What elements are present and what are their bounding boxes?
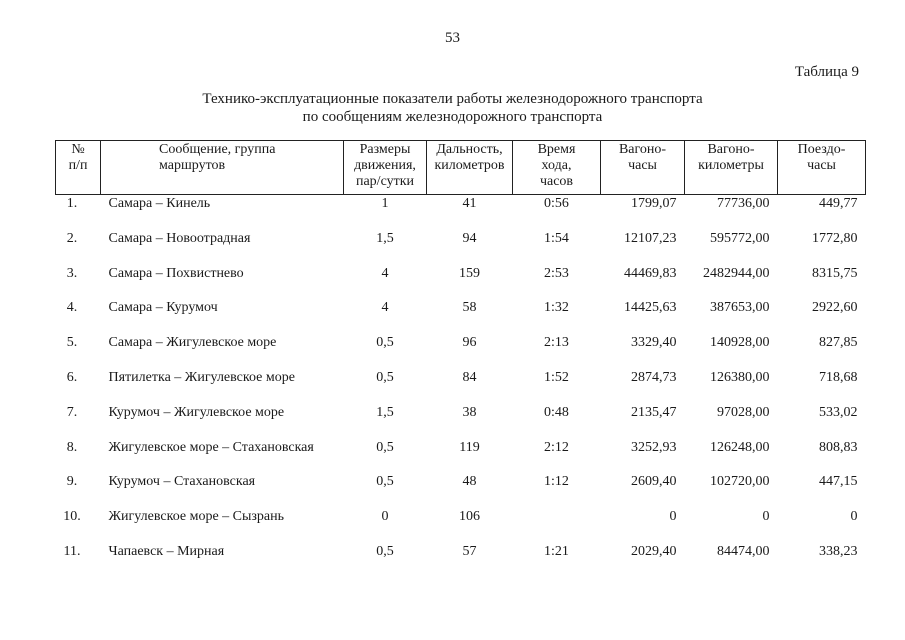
row-number: 9. <box>66 474 78 490</box>
row-number: 10. <box>63 509 81 525</box>
row-number: 5. <box>66 335 78 351</box>
frequency-value: 4 <box>381 265 389 281</box>
table-row <box>56 405 866 440</box>
header-train-hours <box>778 141 866 195</box>
car-km-value: 595772,00 <box>710 230 770 246</box>
table-row <box>56 509 866 544</box>
car-km-value: 0 <box>762 509 770 525</box>
table-label: Таблица 9 <box>794 64 859 80</box>
route-name: Жигулевское море – Стахановская <box>108 439 314 455</box>
travel-time-value: 2:13 <box>544 335 569 351</box>
car-km-value: 140928,00 <box>710 335 770 351</box>
row-number: 3. <box>66 265 78 281</box>
header-row <box>56 141 866 195</box>
row-number: 6. <box>66 369 78 385</box>
travel-time-value: 1:21 <box>544 543 569 559</box>
travel-time-value: 1:12 <box>544 474 569 490</box>
header-line: Время <box>537 142 576 157</box>
route-name: Курумоч – Жигулевское море <box>108 404 285 420</box>
car-hours-value: 1799,07 <box>631 196 677 211</box>
car-hours-value: 3252,93 <box>631 439 677 455</box>
travel-time-value: 1:52 <box>544 369 569 385</box>
frequency-value: 1,5 <box>376 230 394 246</box>
route-name: Жигулевское море – Сызрань <box>108 509 285 525</box>
travel-time-value: 1:32 <box>544 300 569 316</box>
header-line: Поездо- <box>797 142 846 157</box>
header-line: часы <box>628 158 657 173</box>
distance-value: 94 <box>462 230 477 246</box>
travel-time-value: 0:56 <box>544 196 569 211</box>
header-line: километров <box>434 158 505 173</box>
route-name: Самара – Жигулевское море <box>108 335 277 351</box>
header-frequency <box>344 141 427 195</box>
header-car-hours <box>601 141 685 195</box>
train-hours-value: 447,15 <box>819 474 858 490</box>
travel-time-value: 0:48 <box>544 404 569 420</box>
travel-time-value <box>513 509 601 544</box>
transport-indicators-table <box>55 140 866 579</box>
table-row <box>56 370 866 405</box>
table-row <box>56 544 866 579</box>
train-hours-value: 338,23 <box>819 543 858 559</box>
train-hours-value: 808,83 <box>819 439 858 455</box>
frequency-value: 0,5 <box>376 543 394 559</box>
table-row <box>56 474 866 509</box>
car-hours-value: 44469,83 <box>624 265 677 281</box>
distance-value: 58 <box>462 300 477 316</box>
train-hours-value: 8315,75 <box>812 265 858 281</box>
train-hours-value: 449,77 <box>819 196 858 211</box>
distance-value: 119 <box>459 439 480 455</box>
route-name: Чапаевск – Мирная <box>108 543 225 559</box>
row-number: 11. <box>63 543 81 559</box>
route-name: Курумоч – Стахановская <box>108 474 256 490</box>
header-num <box>56 141 101 195</box>
car-hours-value: 12107,23 <box>624 230 677 246</box>
header-line: Вагоно- <box>707 142 755 157</box>
car-hours-value: 2609,40 <box>631 474 677 490</box>
table-title-line: Технико-эксплуатационные показатели работы железнодорожного транспорта <box>202 91 703 107</box>
car-km-value: 387653,00 <box>710 300 770 316</box>
header-line: хода, <box>541 158 572 173</box>
header-travel-time <box>513 141 601 195</box>
car-hours-value: 14425,63 <box>624 300 677 316</box>
page-number: 53 <box>445 30 460 46</box>
header-line: пар/сутки <box>355 174 415 189</box>
frequency-value: 0,5 <box>376 335 394 351</box>
train-hours-value: 0 <box>850 509 858 525</box>
frequency-value: 0,5 <box>376 439 394 455</box>
distance-value: 96 <box>462 335 477 351</box>
route-name: Самара – Похвистнево <box>108 265 244 281</box>
table-row <box>56 231 866 266</box>
table-row <box>56 300 866 335</box>
train-hours-value: 533,02 <box>819 404 858 420</box>
header-line: Дальность, <box>436 142 503 157</box>
header-line: километры <box>698 158 764 173</box>
row-number: 7. <box>66 404 78 420</box>
car-km-value: 84474,00 <box>717 543 770 559</box>
header-car-km <box>685 141 778 195</box>
distance-value: 41 <box>462 196 477 211</box>
frequency-value: 0,5 <box>376 369 394 385</box>
frequency-value: 1,5 <box>376 404 394 420</box>
header-line: № <box>71 142 85 157</box>
car-km-value: 102720,00 <box>710 474 770 490</box>
row-number: 1. <box>66 196 78 211</box>
train-hours-value: 827,85 <box>819 335 858 351</box>
route-name: Самара – Новоотрадная <box>108 230 251 246</box>
row-number: 2. <box>66 230 78 246</box>
frequency-value: 1 <box>381 196 389 211</box>
route-name: Самара – Курумоч <box>108 300 218 316</box>
row-number: 8. <box>66 439 78 455</box>
travel-time-value: 2:53 <box>544 265 569 281</box>
car-hours-value: 0 <box>669 509 677 525</box>
table-row <box>56 335 866 370</box>
distance-value: 48 <box>462 474 477 490</box>
car-hours-value: 2874,73 <box>631 369 677 385</box>
car-km-value: 2482944,00 <box>703 265 770 281</box>
table-row <box>56 195 866 231</box>
car-hours-value: 3329,40 <box>631 335 677 351</box>
header-line: часы <box>807 158 836 173</box>
car-km-value: 97028,00 <box>717 404 770 420</box>
route-name: Пятилетка – Жигулевское море <box>108 369 295 385</box>
header-route: Сообщение, группа маршрутов <box>101 141 344 195</box>
travel-time-value: 1:54 <box>544 230 569 246</box>
header-line: Размеры <box>359 142 411 157</box>
distance-value: 57 <box>462 543 477 559</box>
car-km-value: 77736,00 <box>717 196 770 211</box>
header-distance <box>427 141 513 195</box>
distance-value: 159 <box>459 265 480 281</box>
train-hours-value: 718,68 <box>819 369 858 385</box>
header-line: Вагоно- <box>618 142 667 157</box>
train-hours-value: 2922,60 <box>812 300 858 316</box>
train-hours-value: 1772,80 <box>812 230 858 246</box>
row-number: 4. <box>66 300 78 316</box>
frequency-value: 0,5 <box>376 474 394 490</box>
travel-time-value: 2:12 <box>544 439 569 455</box>
frequency-value: 4 <box>381 300 389 316</box>
car-hours-value: 2029,40 <box>631 543 677 559</box>
header-line: движения, <box>354 158 416 173</box>
route-name: Самара – Кинель <box>108 196 211 211</box>
table-title <box>0 90 905 126</box>
table-title-line: по сообщениям железнодорожного транспорта <box>302 109 603 125</box>
table-row <box>56 266 866 301</box>
car-km-value: 126248,00 <box>710 439 770 455</box>
car-km-value: 126380,00 <box>710 369 770 385</box>
car-hours-value: 2135,47 <box>631 404 677 420</box>
header-line: часов <box>539 174 574 189</box>
header-line: п/п <box>68 158 88 173</box>
frequency-value: 0 <box>381 509 389 525</box>
distance-value: 38 <box>462 404 477 420</box>
distance-value: 106 <box>459 509 480 525</box>
table-row <box>56 440 866 475</box>
distance-value: 84 <box>462 369 477 385</box>
